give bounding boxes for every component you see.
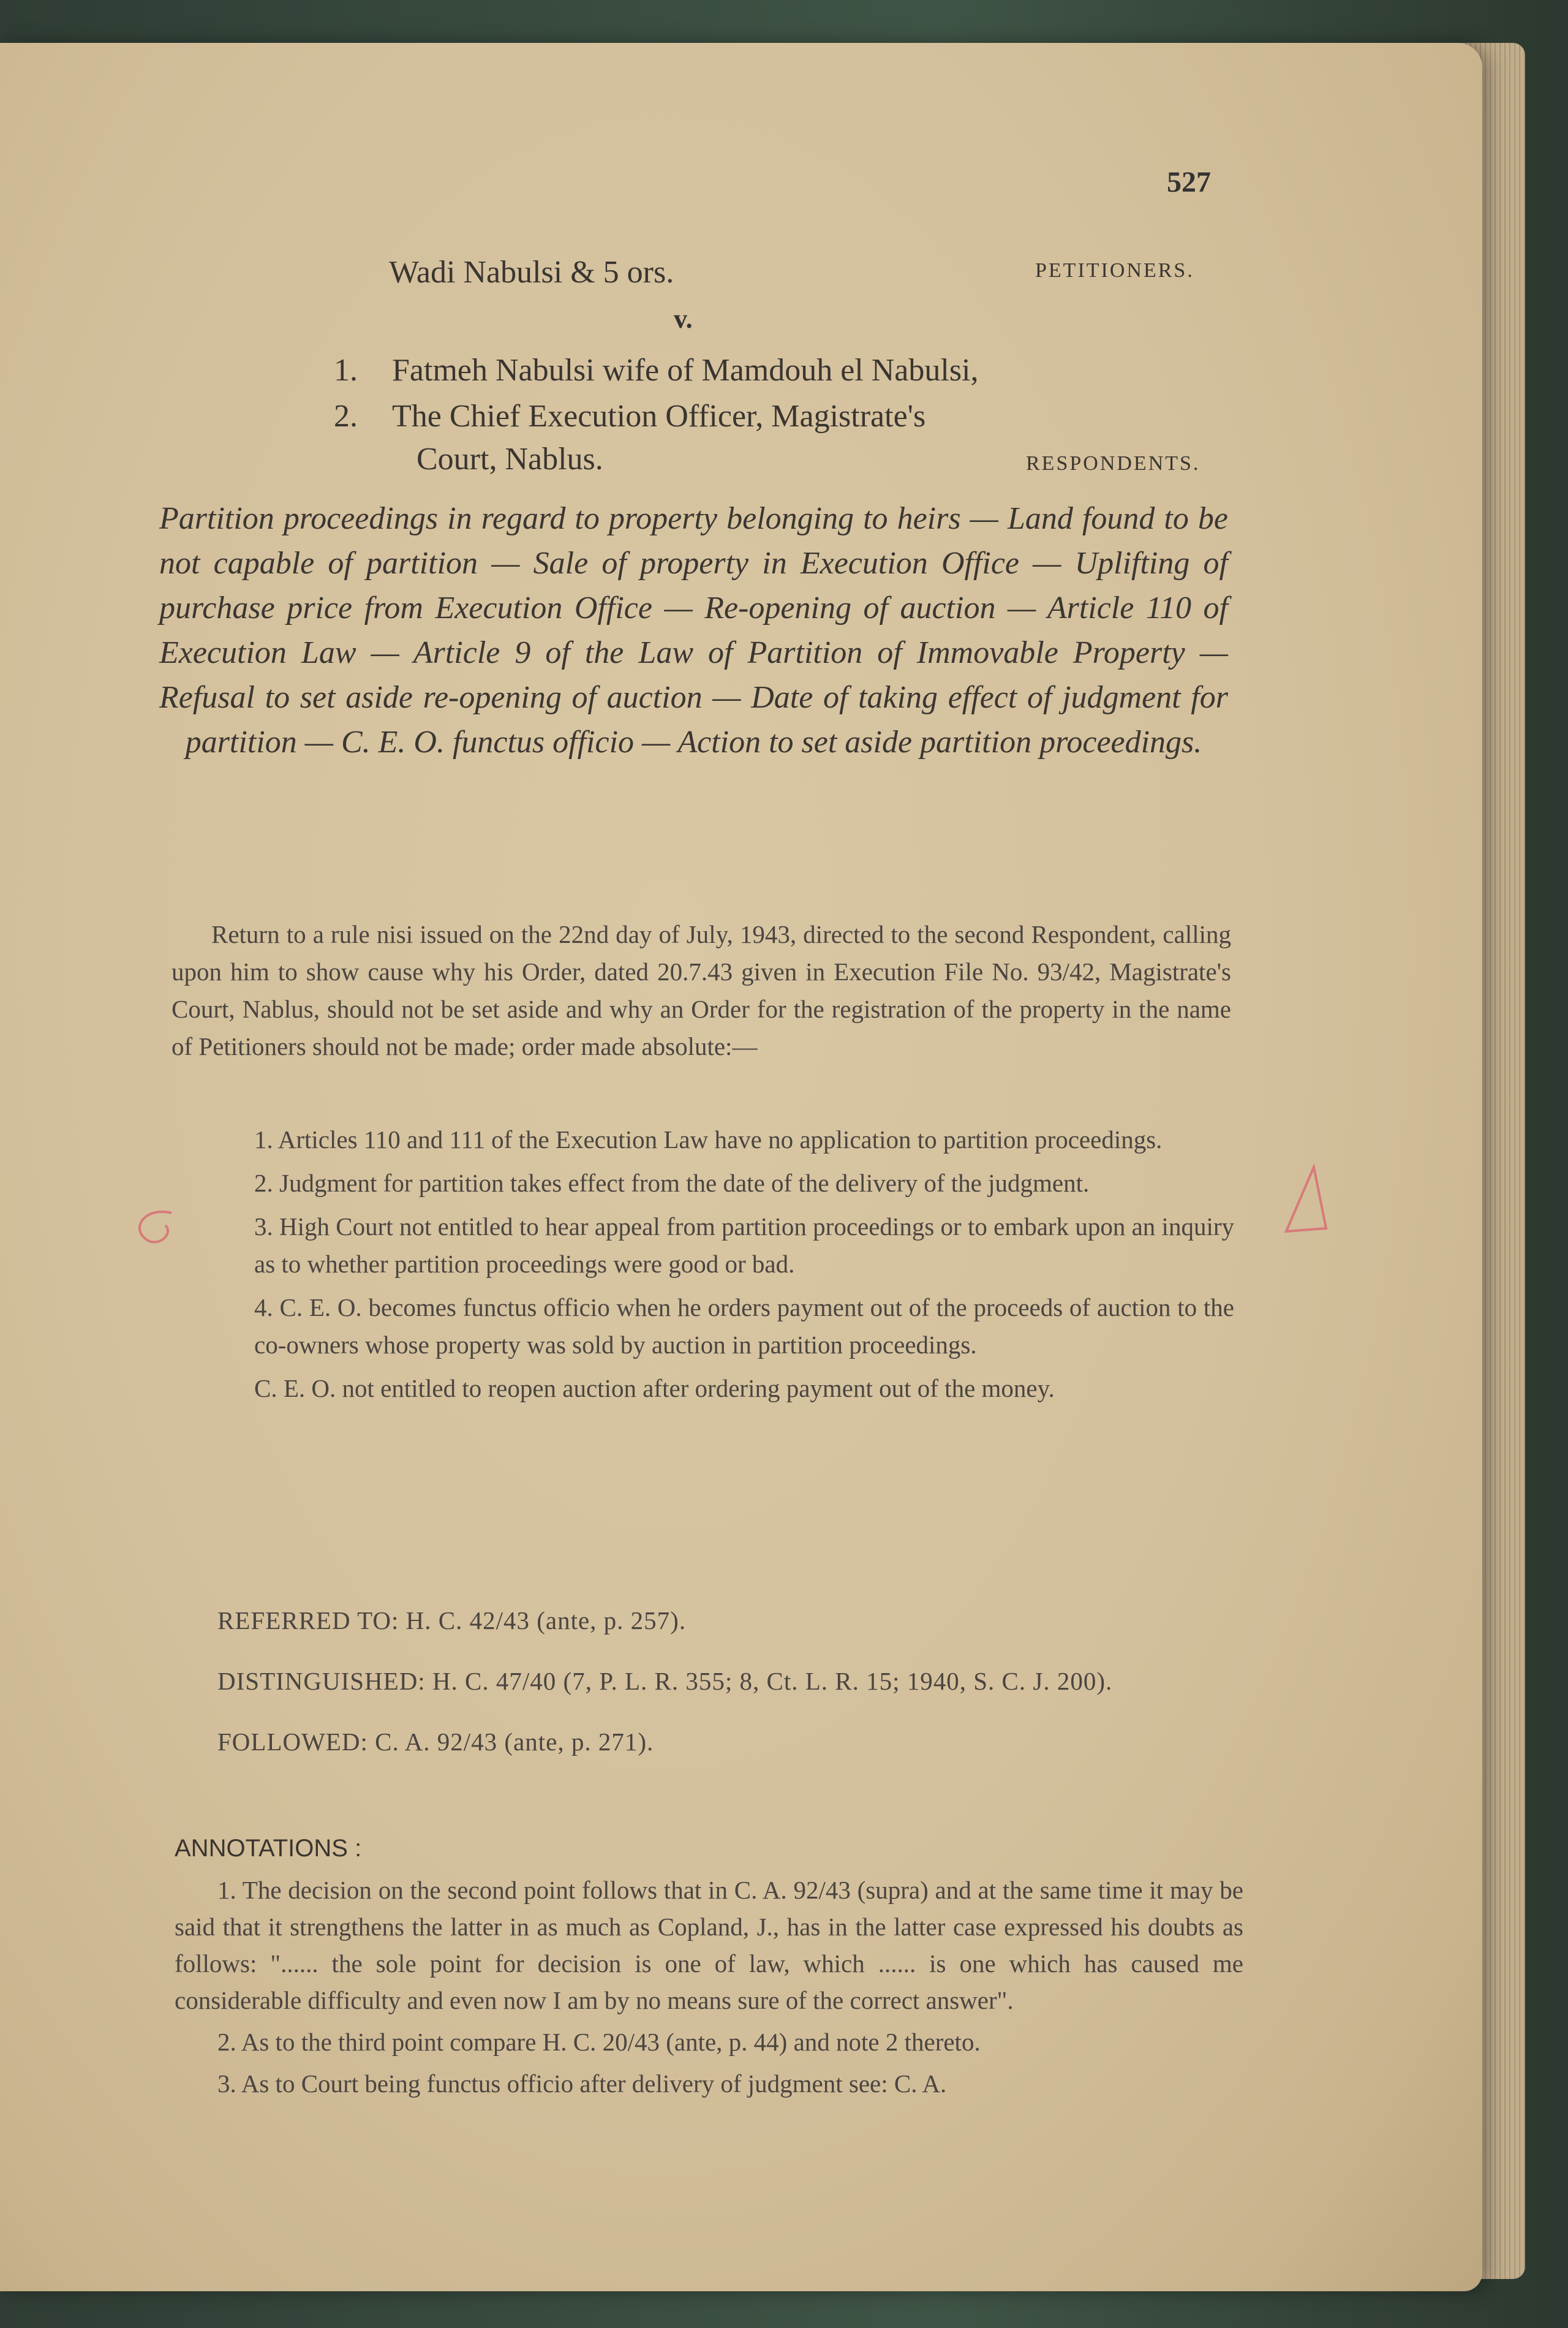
respondent-1	[334, 352, 979, 388]
holding-item: 2. Judgment for partition takes effect from the date of the delivery of the judgment.	[254, 1169, 1090, 1197]
annotations-list	[175, 1872, 1243, 2107]
respondent-2-continued: Court, Nablus.	[417, 442, 603, 477]
return-paragraph: Return to a rule nisi issued on the 22nd day of July, 1943, directed to the second Respondent, calling upon him to show cause why his Order, dated 20.7.43 given in Execution File No. 93/42, Magistrate's Court, Nablus, should not be set aside and why an Order for the registration of the property in the name of Petitioners should not be made; order made absolute:—	[172, 920, 1231, 1060]
red-pencil-mark-left	[129, 1201, 178, 1256]
followed: FOLLOWED: C. A. 92/43 (ante, p. 271).	[217, 1728, 654, 1756]
respondent-1-text: Fatmeh Nabulsi wife of Mamdouh el Nabulsi,	[392, 353, 979, 388]
annotations-heading: ANNOTATIONS :	[175, 1835, 362, 1862]
referred-to: REFERRED TO: H. C. 42/43 (ante, p. 257).	[217, 1606, 687, 1635]
red-pencil-mark-right	[1277, 1164, 1332, 1244]
holdings-list	[254, 1121, 1234, 1413]
petitioners-names: Wadi Nabulsi & 5 ors.	[389, 255, 674, 290]
annotation-item: 2. As to the third point compare H. C. 20/43 (ante, p. 44) and note 2 thereto.	[217, 2028, 981, 2056]
versus: v.	[674, 304, 693, 334]
page-number: 527	[1167, 166, 1211, 198]
holding-item: 3. High Court not entitled to hear appeal from partition proceedings or to embark upon an inquiry as to whether partition proceedings were good or bad.	[254, 1212, 1234, 1278]
book-page	[0, 43, 1482, 2291]
annotation-item: 1. The decision on the second point follows that in C. A. 92/43 (supra) and at the same time it may be said that it strengthens the latter in as much as Copland, J., has in the latter case expressed his doubts as follows: "...... the sole point for decision is one of law, which ...... is one which has caused me considerable difficulty and even now I am by no means sure of the correct answer".	[175, 1876, 1243, 2014]
respondent-2-text: The Chief Execution Officer, Magistrate's	[392, 399, 926, 434]
citations	[172, 1602, 1231, 1784]
annotation-item: 3. As to Court being functus officio after delivery of judgment see: C. A.	[217, 2069, 947, 2098]
petitioners-role: PETITIONERS.	[1035, 259, 1194, 282]
respondents-role: RESPONDENTS.	[1026, 452, 1200, 475]
respondent-2-number: 2.	[334, 399, 358, 434]
respondent-2	[334, 398, 925, 434]
holding-item: 1. Articles 110 and 111 of the Execution Law have no application to partition proceedings.	[254, 1125, 1163, 1154]
headnote: Partition proceedings in regard to property belonging to heirs — Land found to be not capable of partition — Sale of property in Execution Office — Uplifting of purchase price from Execution Office — Re-opening of auction — Article 110 of Execution Law — Article 9 of the Law of Partition of Immovable Property — Refusal to set aside re-opening of auction — Date of taking effect of judgment for partition — C. E. O. functus officio — Action to set aside partition proceedings.	[159, 501, 1228, 760]
distinguished: DISTINGUISHED: H. C. 47/40 (7, P. L. R. 355; 8, Ct. L. R. 15; 1940, S. C. J. 200).	[217, 1667, 1113, 1695]
holding-item: 4. C. E. O. becomes functus officio when he orders payment out of the proceeds of auction to the co-owners whose property was sold by auction in partition proceedings.	[254, 1293, 1234, 1359]
holding-item: C. E. O. not entitled to reopen auction after ordering payment out of the money.	[254, 1374, 1055, 1402]
respondent-1-number: 1.	[334, 353, 358, 388]
